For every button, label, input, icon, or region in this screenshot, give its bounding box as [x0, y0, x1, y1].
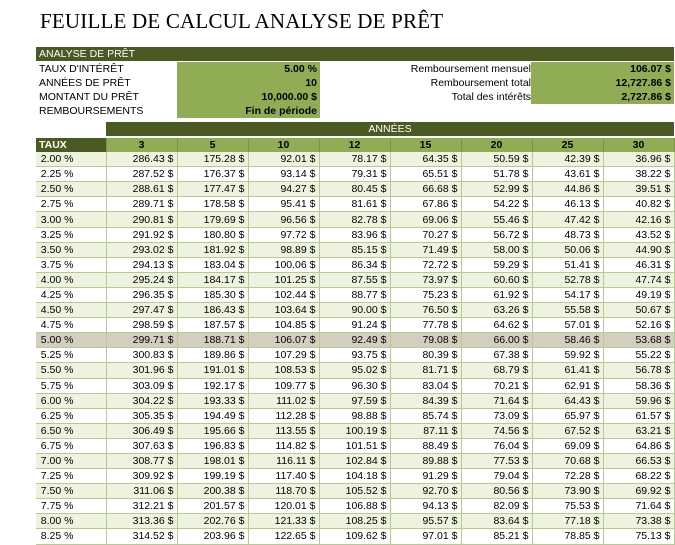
table-row	[36, 499, 674, 514]
payment-cell: 111.02 $	[248, 393, 319, 408]
payment-cell: 80.39 $	[390, 348, 461, 363]
payment-cell: 92.49 $	[319, 333, 390, 348]
rate-cell: 2.00 %	[36, 152, 106, 167]
payment-cell: 71.64 $	[603, 499, 674, 514]
payment-cell: 308.77 $	[106, 453, 177, 468]
payment-cell: 192.17 $	[177, 378, 248, 393]
payment-cell: 305.35 $	[106, 408, 177, 423]
rate-cell: 8.25 %	[36, 529, 106, 544]
payment-cell: 69.09 $	[532, 438, 603, 453]
rate-cell: 4.50 %	[36, 303, 106, 318]
payment-cell: 43.52 $	[603, 227, 674, 242]
payment-cell: 77.78 $	[390, 318, 461, 333]
payment-cell: 96.30 $	[319, 378, 390, 393]
rate-cell: 5.25 %	[36, 348, 106, 363]
payment-cell: 102.84 $	[319, 453, 390, 468]
payment-cell: 64.35 $	[390, 152, 461, 167]
payment-cell: 296.35 $	[106, 287, 177, 302]
payment-cell: 59.29 $	[461, 257, 532, 272]
payment-cell: 118.70 $	[248, 484, 319, 499]
rate-cell: 6.25 %	[36, 408, 106, 423]
payment-cell: 61.57 $	[603, 408, 674, 423]
payment-cell: 70.27 $	[390, 227, 461, 242]
payment-cell: 93.75 $	[319, 348, 390, 363]
years-column-header: 3	[106, 138, 177, 152]
payment-cell: 88.49 $	[390, 438, 461, 453]
table-row	[36, 438, 674, 453]
table-row	[36, 514, 674, 529]
interest-rate-label: TAUX D'INTÉRÊT	[39, 63, 124, 75]
payment-cell: 102.44 $	[248, 287, 319, 302]
rate-cell: 7.25 %	[36, 469, 106, 484]
payment-cell: 75.13 $	[603, 529, 674, 544]
input-row	[36, 62, 674, 76]
payment-cell: 191.01 $	[177, 363, 248, 378]
payment-cell: 92.01 $	[248, 152, 319, 167]
payment-cell: 104.18 $	[319, 469, 390, 484]
payment-cell: 101.25 $	[248, 272, 319, 287]
total-payment-label: Remboursement total	[430, 77, 531, 89]
total-payment-value: 12,727.86 $	[531, 76, 674, 90]
rate-cell: 7.50 %	[36, 484, 106, 499]
loan-years-input[interactable]: 10	[177, 76, 320, 90]
table-row	[36, 378, 674, 393]
payment-cell: 66.68 $	[390, 182, 461, 197]
payment-cell: 36.96 $	[603, 152, 674, 167]
payment-cell: 75.23 $	[390, 287, 461, 302]
years-header: ANNÉES	[106, 122, 674, 136]
payment-cell: 67.38 $	[461, 348, 532, 363]
payment-cell: 68.79 $	[461, 363, 532, 378]
payment-cell: 85.21 $	[461, 529, 532, 544]
payment-cell: 68.22 $	[603, 469, 674, 484]
table-row	[36, 348, 674, 363]
payment-cell: 297.47 $	[106, 303, 177, 318]
payment-cell: 42.16 $	[603, 212, 674, 227]
payment-cell: 85.15 $	[319, 242, 390, 257]
payment-cell: 57.01 $	[532, 318, 603, 333]
payment-cell: 193.33 $	[177, 393, 248, 408]
payment-cell: 52.16 $	[603, 318, 674, 333]
table-row	[36, 333, 674, 348]
payment-cell: 75.53 $	[532, 499, 603, 514]
payment-cell: 64.43 $	[532, 393, 603, 408]
payment-cell: 312.21 $	[106, 499, 177, 514]
payment-cell: 96.56 $	[248, 212, 319, 227]
rate-cell: 3.75 %	[36, 257, 106, 272]
payment-table	[36, 138, 675, 545]
payment-cell: 87.11 $	[390, 423, 461, 438]
years-column-header: 5	[177, 138, 248, 152]
table-row	[36, 303, 674, 318]
payment-cell: 43.61 $	[532, 167, 603, 182]
payment-cell: 198.01 $	[177, 453, 248, 468]
payment-cell: 73.97 $	[390, 272, 461, 287]
payment-cell: 287.52 $	[106, 167, 177, 182]
payment-cell: 79.31 $	[319, 167, 390, 182]
table-row	[36, 257, 674, 272]
payment-cell: 63.26 $	[461, 303, 532, 318]
payment-cell: 69.92 $	[603, 484, 674, 499]
payment-cell: 94.13 $	[390, 499, 461, 514]
payment-cell: 53.68 $	[603, 333, 674, 348]
interest-rate-input[interactable]: 5.00 %	[177, 62, 320, 76]
input-row	[36, 76, 674, 90]
payment-cell: 59.96 $	[603, 393, 674, 408]
table-row	[36, 227, 674, 242]
payment-cell: 73.38 $	[603, 514, 674, 529]
payment-cell: 72.72 $	[390, 257, 461, 272]
payment-cell: 95.41 $	[248, 197, 319, 212]
payment-cell: 47.74 $	[603, 272, 674, 287]
payment-cell: 58.36 $	[603, 378, 674, 393]
payment-cell: 87.55 $	[319, 272, 390, 287]
years-column-header: 25	[532, 138, 603, 152]
table-row	[36, 212, 674, 227]
payment-cell: 177.47 $	[177, 182, 248, 197]
rate-cell: 2.75 %	[36, 197, 106, 212]
payment-cell: 295.24 $	[106, 272, 177, 287]
payment-cell: 97.01 $	[390, 529, 461, 544]
monthly-payment-label: Remboursement mensuel	[410, 63, 531, 75]
payment-cell: 184.17 $	[177, 272, 248, 287]
payment-cell: 67.86 $	[390, 197, 461, 212]
payment-cell: 51.78 $	[461, 167, 532, 182]
payment-cell: 54.17 $	[532, 287, 603, 302]
rate-cell: 3.00 %	[36, 212, 106, 227]
payment-cell: 69.06 $	[390, 212, 461, 227]
payment-cell: 107.29 $	[248, 348, 319, 363]
payment-cell: 98.89 $	[248, 242, 319, 257]
payment-cell: 44.86 $	[532, 182, 603, 197]
table-row	[36, 182, 674, 197]
payment-cell: 64.62 $	[461, 318, 532, 333]
payment-cell: 55.22 $	[603, 348, 674, 363]
payment-cell: 303.09 $	[106, 378, 177, 393]
rate-cell: 2.50 %	[36, 182, 106, 197]
payment-cell: 90.00 $	[319, 303, 390, 318]
payment-cell: 186.43 $	[177, 303, 248, 318]
payment-cell: 50.59 $	[461, 152, 532, 167]
rate-cell: 8.00 %	[36, 514, 106, 529]
payment-cell: 180.80 $	[177, 227, 248, 242]
payment-cell: 183.04 $	[177, 257, 248, 272]
payment-cell: 39.51 $	[603, 182, 674, 197]
payment-cell: 117.40 $	[248, 469, 319, 484]
payment-cell: 108.53 $	[248, 363, 319, 378]
payment-cell: 85.74 $	[390, 408, 461, 423]
payment-cell: 78.85 $	[532, 529, 603, 544]
payment-cell: 290.81 $	[106, 212, 177, 227]
payment-cell: 82.78 $	[319, 212, 390, 227]
payment-cell: 58.00 $	[461, 242, 532, 257]
payment-cell: 294.13 $	[106, 257, 177, 272]
payment-cell: 103.64 $	[248, 303, 319, 318]
payment-cell: 84.39 $	[390, 393, 461, 408]
payment-cell: 112.28 $	[248, 408, 319, 423]
payment-cell: 80.56 $	[461, 484, 532, 499]
payment-cell: 67.52 $	[532, 423, 603, 438]
payment-cell: 64.86 $	[603, 438, 674, 453]
payment-cell: 203.96 $	[177, 529, 248, 544]
payment-cell: 307.63 $	[106, 438, 177, 453]
years-column-header: 12	[319, 138, 390, 152]
payment-cell: 100.06 $	[248, 257, 319, 272]
payment-cell: 40.82 $	[603, 197, 674, 212]
payment-cell: 55.58 $	[532, 303, 603, 318]
payment-cell: 288.61 $	[106, 182, 177, 197]
table-row	[36, 408, 674, 423]
table-row	[36, 453, 674, 468]
payment-cell: 194.49 $	[177, 408, 248, 423]
loan-amount-input[interactable]: 10,000.00 $	[177, 90, 320, 104]
payment-cell: 200.38 $	[177, 484, 248, 499]
payment-cell: 98.88 $	[319, 408, 390, 423]
payment-cell: 66.00 $	[461, 333, 532, 348]
payment-cell: 83.64 $	[461, 514, 532, 529]
payment-cell: 116.11 $	[248, 453, 319, 468]
payment-cell: 97.59 $	[319, 393, 390, 408]
payment-cell: 104.85 $	[248, 318, 319, 333]
table-row	[36, 484, 674, 499]
payment-cell: 94.27 $	[248, 182, 319, 197]
payment-cell: 196.83 $	[177, 438, 248, 453]
payment-cell: 179.69 $	[177, 212, 248, 227]
payment-cell: 314.52 $	[106, 529, 177, 544]
payment-cell: 63.21 $	[603, 423, 674, 438]
payment-cell: 52.99 $	[461, 182, 532, 197]
payment-cell: 121.33 $	[248, 514, 319, 529]
payment-cell: 95.57 $	[390, 514, 461, 529]
table-row	[36, 318, 674, 333]
payment-cell: 189.86 $	[177, 348, 248, 363]
rate-cell: 2.25 %	[36, 167, 106, 182]
payment-cell: 71.64 $	[461, 393, 532, 408]
payment-cell: 51.41 $	[532, 257, 603, 272]
payment-cell: 86.34 $	[319, 257, 390, 272]
payment-cell: 61.41 $	[532, 363, 603, 378]
payment-cell: 97.72 $	[248, 227, 319, 242]
payment-cell: 79.04 $	[461, 469, 532, 484]
years-column-header: 30	[603, 138, 674, 152]
total-interest-label: Total des intérêts	[451, 91, 531, 103]
total-interest-value: 2,727.86 $	[531, 90, 674, 104]
table-row	[36, 363, 674, 378]
monthly-payment-value: 106.07 $	[531, 62, 674, 76]
payment-cell: 309.92 $	[106, 469, 177, 484]
payment-cell: 91.24 $	[319, 318, 390, 333]
rate-cell: 6.75 %	[36, 438, 106, 453]
payment-cell: 105.52 $	[319, 484, 390, 499]
payment-cell: 44.90 $	[603, 242, 674, 257]
payment-cell: 65.51 $	[390, 167, 461, 182]
payment-cell: 66.53 $	[603, 453, 674, 468]
payment-cell: 79.08 $	[390, 333, 461, 348]
rate-cell: 4.25 %	[36, 287, 106, 302]
payment-cell: 65.97 $	[532, 408, 603, 423]
payment-cell: 50.06 $	[532, 242, 603, 257]
table-row	[36, 529, 674, 544]
table-row	[36, 242, 674, 257]
payment-cell: 195.66 $	[177, 423, 248, 438]
payment-cell: 77.53 $	[461, 453, 532, 468]
payment-cell: 38.22 $	[603, 167, 674, 182]
table-row	[36, 152, 674, 167]
payment-cell: 286.43 $	[106, 152, 177, 167]
payment-cell: 54.22 $	[461, 197, 532, 212]
payment-cell: 70.68 $	[532, 453, 603, 468]
payment-cell: 178.58 $	[177, 197, 248, 212]
payment-cell: 92.70 $	[390, 484, 461, 499]
years-column-header: 20	[461, 138, 532, 152]
payment-cell: 301.96 $	[106, 363, 177, 378]
payment-cell: 91.29 $	[390, 469, 461, 484]
payment-cell: 78.17 $	[319, 152, 390, 167]
input-row	[36, 104, 674, 118]
payment-cell: 93.14 $	[248, 167, 319, 182]
loan-amount-label: MONTANT DU PRÊT	[39, 91, 139, 103]
payment-cell: 77.18 $	[532, 514, 603, 529]
rate-cell: 7.75 %	[36, 499, 106, 514]
payment-cell: 76.04 $	[461, 438, 532, 453]
page-title: FEUILLE DE CALCUL ANALYSE DE PRÊT	[40, 9, 444, 33]
payment-cell: 289.71 $	[106, 197, 177, 212]
payment-cell: 56.78 $	[603, 363, 674, 378]
payment-cell: 95.02 $	[319, 363, 390, 378]
table-row	[36, 423, 674, 438]
payment-cell: 300.83 $	[106, 348, 177, 363]
payment-cell: 122.65 $	[248, 529, 319, 544]
payment-cell: 73.09 $	[461, 408, 532, 423]
rate-cell: 6.50 %	[36, 423, 106, 438]
payment-cell: 49.19 $	[603, 287, 674, 302]
payment-cell: 81.71 $	[390, 363, 461, 378]
rate-cell: 4.75 %	[36, 318, 106, 333]
payment-cell: 199.19 $	[177, 469, 248, 484]
table-row	[36, 272, 674, 287]
payment-cell: 293.02 $	[106, 242, 177, 257]
payment-cell: 181.92 $	[177, 242, 248, 257]
payment-cell: 52.78 $	[532, 272, 603, 287]
table-row	[36, 469, 674, 484]
payment-cell: 74.56 $	[461, 423, 532, 438]
payment-cell: 291.92 $	[106, 227, 177, 242]
payment-cell: 304.22 $	[106, 393, 177, 408]
payment-cell: 106.88 $	[319, 499, 390, 514]
payment-cell: 83.04 $	[390, 378, 461, 393]
payment-cell: 175.28 $	[177, 152, 248, 167]
payment-cell: 100.19 $	[319, 423, 390, 438]
payment-cell: 71.49 $	[390, 242, 461, 257]
payment-cell: 73.90 $	[532, 484, 603, 499]
payment-cell: 76.50 $	[390, 303, 461, 318]
rate-cell: 5.75 %	[36, 378, 106, 393]
payment-cell: 201.57 $	[177, 499, 248, 514]
payment-cell: 70.21 $	[461, 378, 532, 393]
years-column-header: 10	[248, 138, 319, 152]
payments-label: REMBOURSEMENTS	[39, 105, 144, 117]
years-column-header: 15	[390, 138, 461, 152]
loan-years-label: ANNÉES DE PRÊT	[39, 77, 131, 89]
payment-cell: 72.28 $	[532, 469, 603, 484]
rate-cell: 3.50 %	[36, 242, 106, 257]
payment-cell: 46.13 $	[532, 197, 603, 212]
payment-cell: 202.76 $	[177, 514, 248, 529]
payment-cell: 113.55 $	[248, 423, 319, 438]
payment-cell: 89.88 $	[390, 453, 461, 468]
payments-timing-select[interactable]: Fin de période	[177, 104, 320, 118]
loan-inputs	[36, 62, 674, 118]
table-row	[36, 393, 674, 408]
payment-cell: 185.30 $	[177, 287, 248, 302]
rate-cell: 3.25 %	[36, 227, 106, 242]
payment-cell: 55.46 $	[461, 212, 532, 227]
payment-cell: 313.36 $	[106, 514, 177, 529]
table-row	[36, 197, 674, 212]
payment-cell: 114.82 $	[248, 438, 319, 453]
payment-cell: 106.07 $	[248, 333, 319, 348]
payment-cell: 58.46 $	[532, 333, 603, 348]
payment-cell: 298.59 $	[106, 318, 177, 333]
rate-cell: 4.00 %	[36, 272, 106, 287]
rate-cell: 5.00 %	[36, 333, 106, 348]
payment-cell: 120.01 $	[248, 499, 319, 514]
rate-cell: 5.50 %	[36, 363, 106, 378]
input-row	[36, 90, 674, 104]
table-header-row	[36, 138, 674, 152]
payment-cell: 188.71 $	[177, 333, 248, 348]
payment-cell: 109.77 $	[248, 378, 319, 393]
payment-cell: 88.77 $	[319, 287, 390, 302]
payment-cell: 82.09 $	[461, 499, 532, 514]
rate-cell: 6.00 %	[36, 393, 106, 408]
payment-cell: 80.45 $	[319, 182, 390, 197]
table-row	[36, 287, 674, 302]
payment-cell: 109.62 $	[319, 529, 390, 544]
payment-cell: 61.92 $	[461, 287, 532, 302]
payment-cell: 83.96 $	[319, 227, 390, 242]
payment-cell: 306.49 $	[106, 423, 177, 438]
payment-cell: 47.42 $	[532, 212, 603, 227]
payment-cell: 62.91 $	[532, 378, 603, 393]
payment-cell: 81.61 $	[319, 197, 390, 212]
payment-cell: 60.60 $	[461, 272, 532, 287]
payment-cell: 108.25 $	[319, 514, 390, 529]
payment-cell: 311.06 $	[106, 484, 177, 499]
table-row	[36, 167, 674, 182]
payment-cell: 48.73 $	[532, 227, 603, 242]
payment-cell: 59.92 $	[532, 348, 603, 363]
payment-cell: 56.72 $	[461, 227, 532, 242]
payment-cell: 42.39 $	[532, 152, 603, 167]
section-header-loan-analysis: ANALYSE DE PRÊT	[36, 47, 674, 61]
payment-cell: 299.71 $	[106, 333, 177, 348]
rate-column-header: TAUX	[36, 138, 106, 152]
payment-cell: 50.67 $	[603, 303, 674, 318]
payment-cell: 176.37 $	[177, 167, 248, 182]
payment-cell: 101.51 $	[319, 438, 390, 453]
payment-cell: 46.31 $	[603, 257, 674, 272]
rate-cell: 7.00 %	[36, 453, 106, 468]
payment-cell: 187.57 $	[177, 318, 248, 333]
